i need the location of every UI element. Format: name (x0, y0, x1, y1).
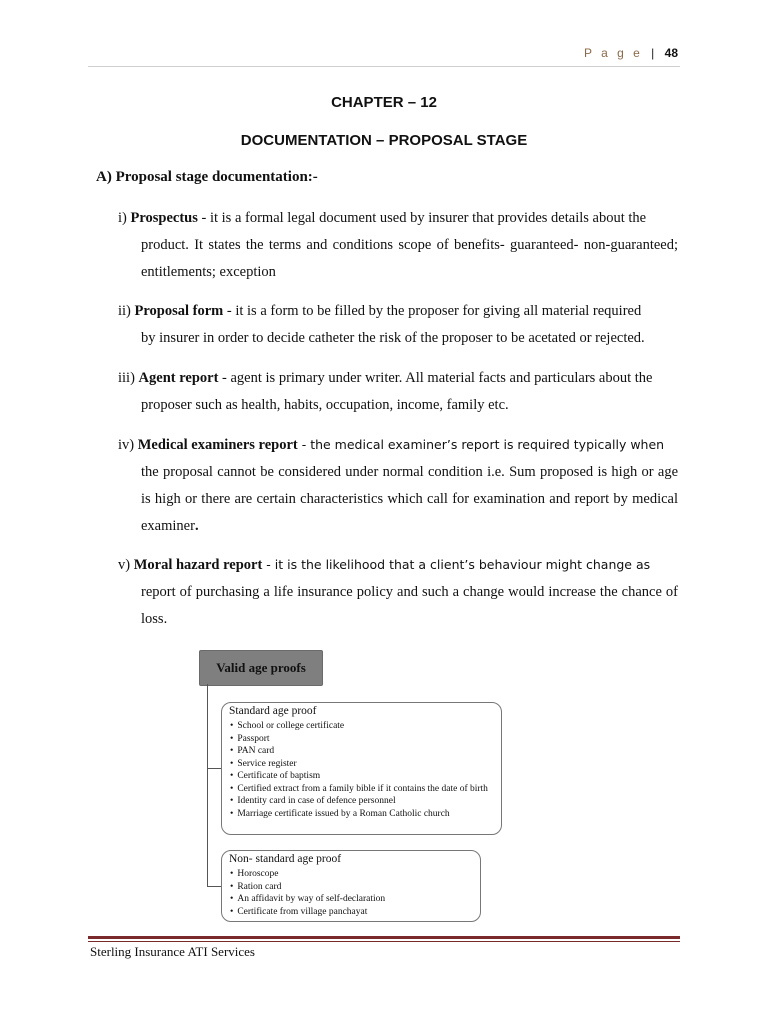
list-item: • Service register (230, 758, 501, 771)
section-heading: A) Proposal stage documentation:- (96, 169, 318, 185)
standard-proof-list (222, 720, 501, 820)
item-number: i) (118, 210, 127, 226)
list-item: • Certificate from village panchayat (230, 906, 480, 919)
footer-rule-thick (88, 936, 680, 939)
item-term: Proposal form (134, 303, 224, 319)
item-number: ii) (118, 303, 131, 319)
list-item-moral-hazard (118, 551, 678, 633)
list-item: • PAN card (230, 745, 501, 758)
item-term: Moral hazard report (133, 557, 263, 573)
item-continuation: by insurer in order to decide catheter the risk of the proposer to be acetated or rejected. (141, 330, 645, 346)
list-item-proposal-form (118, 298, 678, 352)
list-item: • Certified extract from a family bible if it contains the date of birth (230, 783, 501, 796)
standard-age-proof-box (221, 702, 502, 835)
item-continuation: product. It states the terms and conditions scope of benefits- guaranteed- non-guaranteed; entitlements; exception (141, 237, 678, 280)
list-item: • Ration card (230, 881, 480, 894)
item-continuation: report of purchasing a life insurance policy and such a change would increase the chance of loss. (141, 584, 678, 627)
header-rule (88, 66, 680, 67)
item-continuation: the proposal cannot be considered under normal condition i.e. Sum proposed is high or age is high or there are certain characteristics which call for examination and report by medical examiner (141, 464, 678, 534)
nonstandard-proof-list (222, 868, 480, 918)
list-item: • An affidavit by way of self-declaration (230, 893, 480, 906)
item-period: . (194, 518, 199, 534)
item-text: - the medical examiner’s report is required typically when (297, 437, 665, 452)
item-number: iv) (118, 437, 135, 453)
chapter-heading: CHAPTER – 12 (331, 94, 437, 111)
item-term: Agent report (138, 370, 219, 386)
item-term: Prospectus (130, 210, 198, 226)
diagram-connector-standard (207, 768, 221, 769)
page-header (584, 46, 678, 60)
item-number: iii) (118, 370, 135, 386)
document-title: DOCUMENTATION – PROPOSAL STAGE (240, 132, 528, 149)
item-term: Medical examiners report (137, 437, 298, 453)
diagram-connector-vertical (207, 684, 208, 887)
diagram-title-box: Valid age proofs (199, 650, 323, 686)
item-number: v) (118, 557, 131, 573)
diagram-connector-nonstandard (207, 886, 221, 887)
list-item: • Horoscope (230, 868, 480, 881)
nonstandard-box-title: Non- standard age proof (229, 853, 342, 865)
standard-box-title: Standard age proof (229, 705, 317, 717)
footer-text: Sterling Insurance ATI Services (90, 944, 255, 959)
item-text: - it is a form to be filled by the proposer for giving all material required (223, 303, 642, 319)
list-item-prospectus (118, 205, 678, 286)
list-item: • Identity card in case of defence personnel (230, 795, 501, 808)
list-item: • School or college certificate (230, 720, 501, 733)
list-item: • Marriage certificate issued by a Roman Catholic church (230, 808, 501, 821)
nonstandard-age-proof-box (221, 850, 481, 922)
list-item: • Passport (230, 733, 501, 746)
list-item-medical-report (118, 431, 678, 540)
item-text: - agent is primary under writer. All material facts and particulars about the (218, 370, 653, 386)
list-item: • Certificate of baptism (230, 770, 501, 783)
page-separator: | (651, 46, 655, 60)
item-text: - it is a formal legal document used by insurer that provides details about the (197, 210, 647, 226)
list-item-agent-report (118, 365, 678, 419)
item-continuation: proposer such as health, habits, occupation, income, family etc. (141, 397, 509, 413)
item-text: - it is the likelihood that a client’s behaviour might change as (262, 557, 651, 572)
page-number: 48 (664, 46, 678, 60)
footer-rule-thin (88, 941, 680, 942)
page-label: P a g e (584, 46, 643, 60)
